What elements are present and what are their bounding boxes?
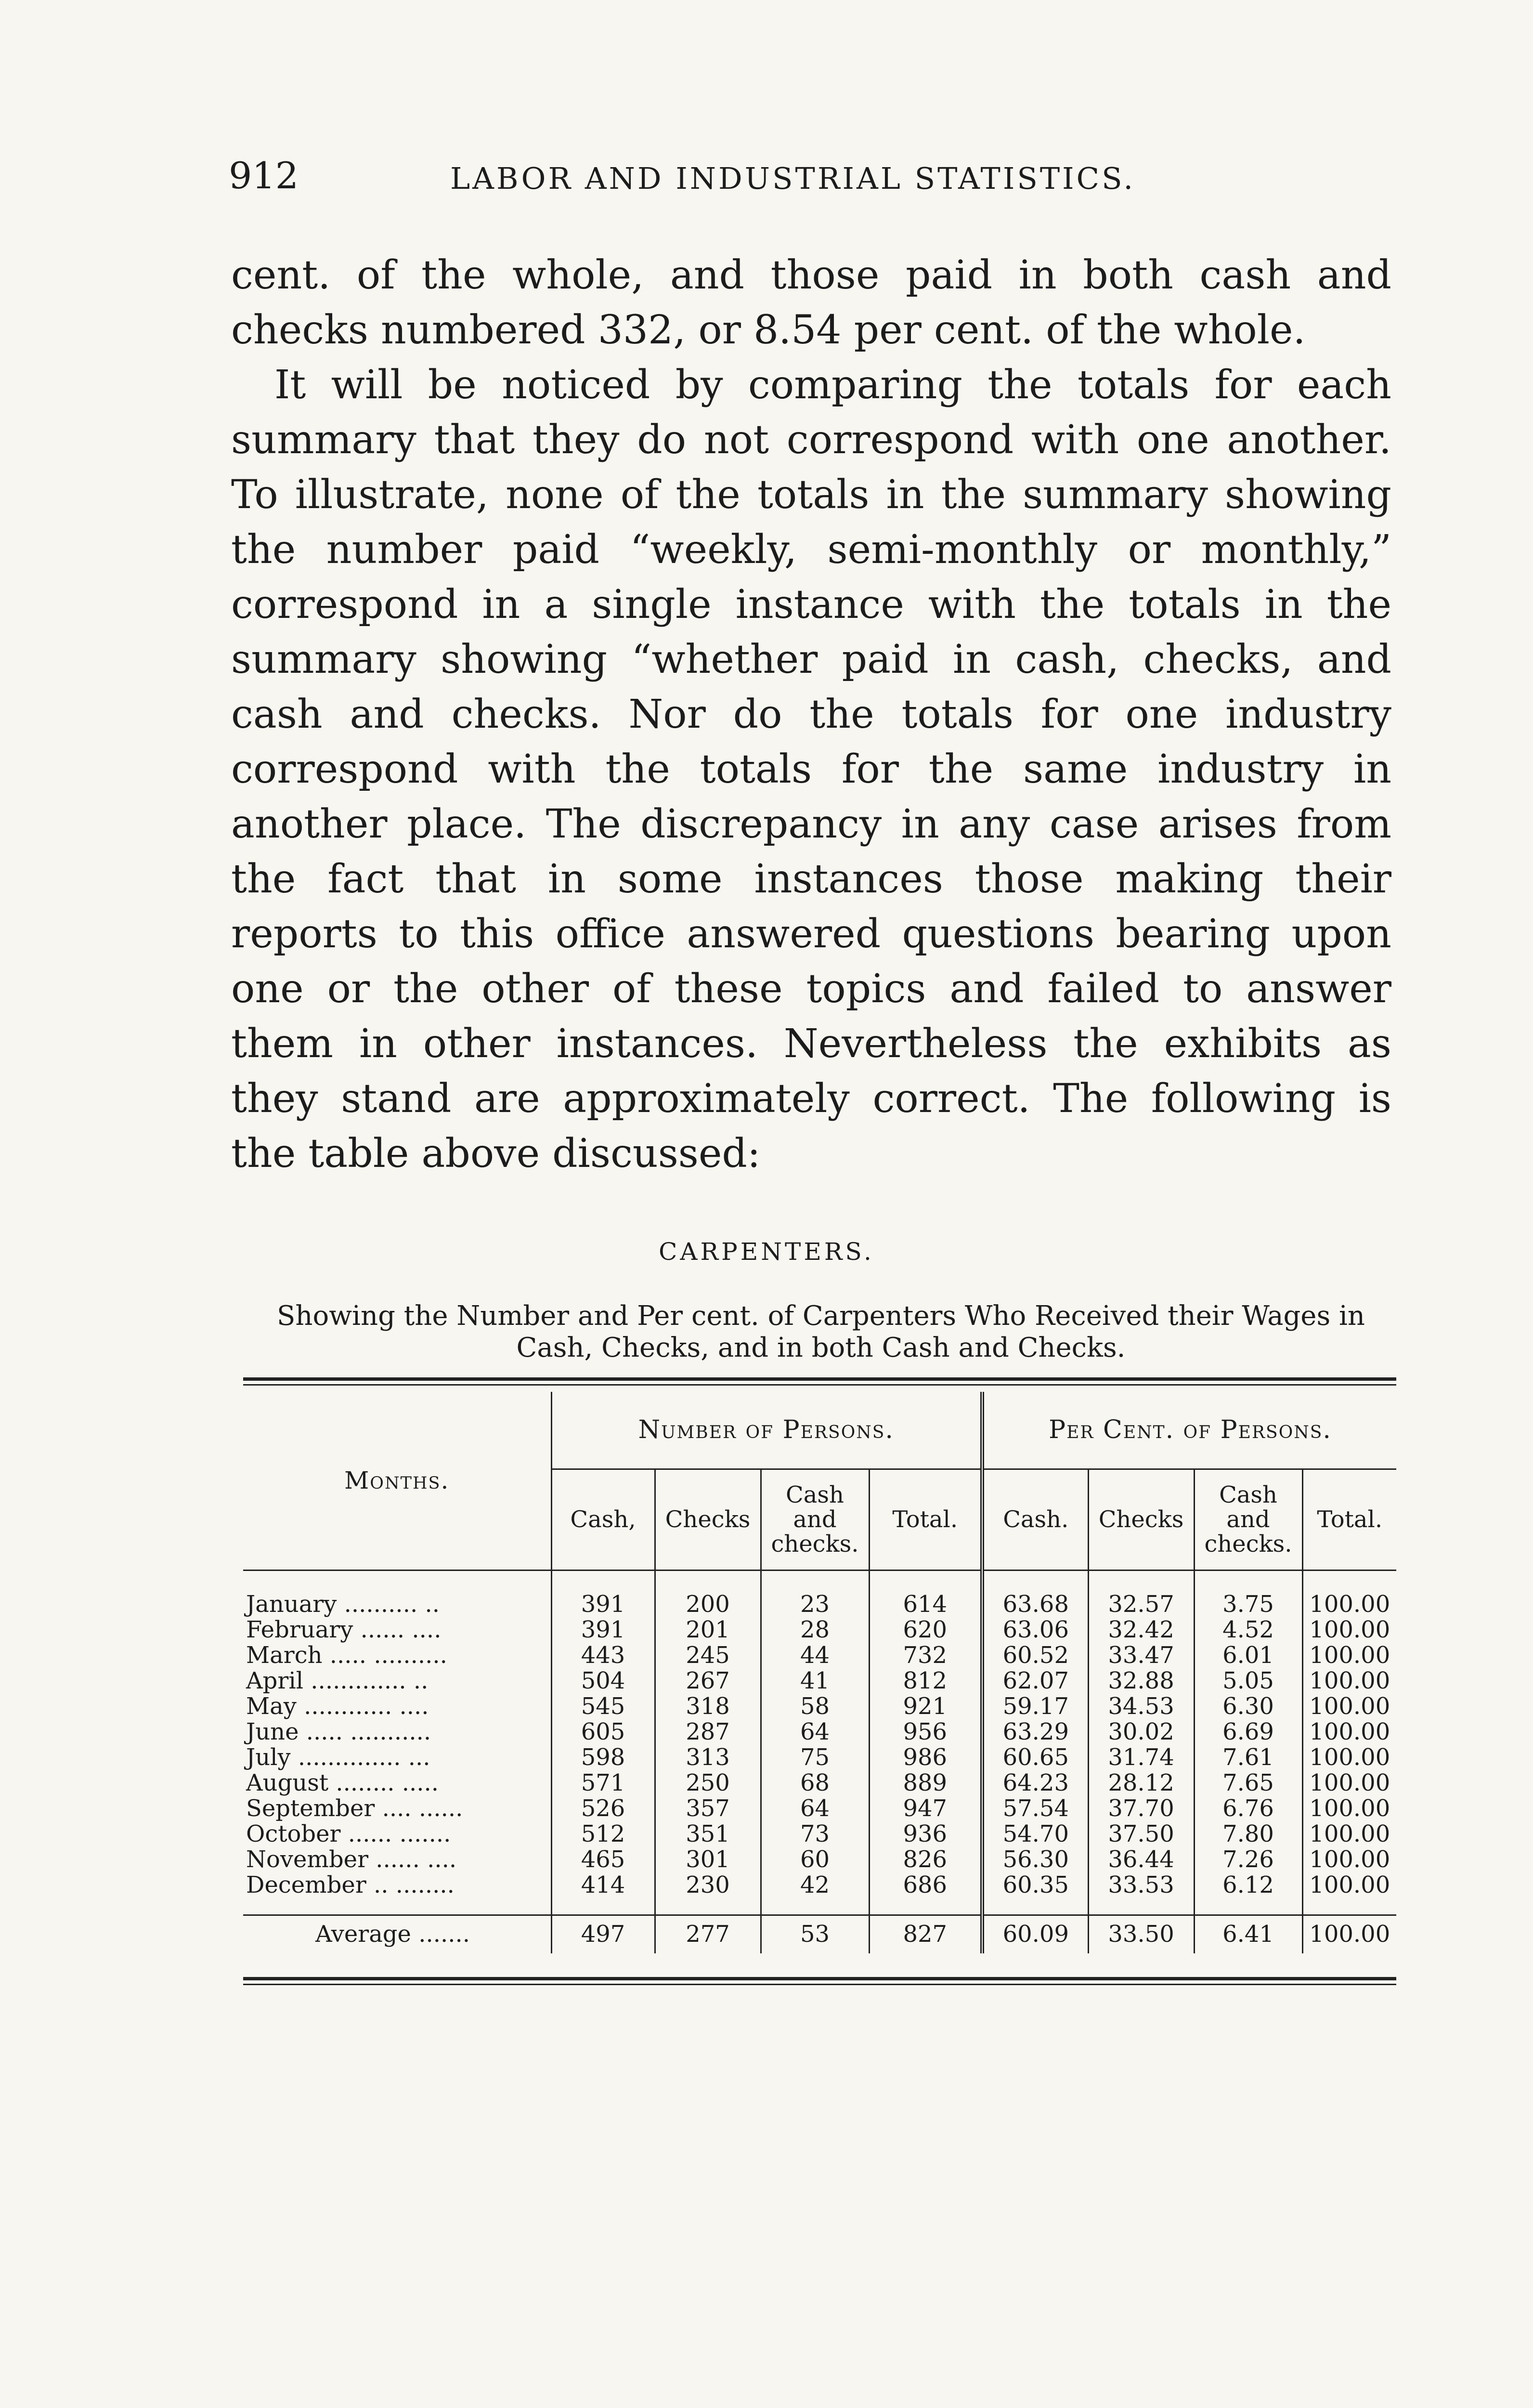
cell-percent-total: 100.00 [1302, 1770, 1396, 1796]
cell-checks: 200 [655, 1592, 761, 1617]
cell-cash-and-checks: 58 [761, 1694, 869, 1719]
cell-percent-total: 100.00 [1302, 1719, 1396, 1745]
average-percent-cash-and-checks: 6.41 [1194, 1915, 1302, 1953]
table-row [243, 1796, 1396, 1821]
page-number: 912 [229, 154, 299, 197]
number-of-persons-header: Number of Persons. [551, 1392, 982, 1469]
average-cash: 497 [551, 1915, 655, 1953]
cell-total: 956 [869, 1719, 982, 1745]
cell-percent-total: 100.00 [1302, 1694, 1396, 1719]
cell-percent-cash: 62.07 [982, 1668, 1088, 1694]
months-header: Months. [344, 1466, 450, 1494]
month-name: January .......... .. [246, 1592, 440, 1617]
cell-percent-checks: 32.57 [1088, 1592, 1194, 1617]
cell-percent-cash: 60.65 [982, 1745, 1088, 1770]
col-percent-total: Total. [1302, 1469, 1396, 1570]
cell-cash-and-checks: 28 [761, 1617, 869, 1643]
average-label: Average ....... [315, 1921, 470, 1948]
cell-percent-checks: 31.74 [1088, 1745, 1194, 1770]
col-number-cash: Cash, [551, 1469, 655, 1570]
cell-cash: 571 [551, 1770, 655, 1796]
month-name: August ........ ..... [246, 1770, 439, 1796]
table-row [243, 1872, 1396, 1898]
cell-total: 614 [869, 1592, 982, 1617]
cell-percent-checks: 30.02 [1088, 1719, 1194, 1745]
table-title: CARPENTERS. [659, 1238, 874, 1266]
table-row [243, 1694, 1396, 1719]
table-row [243, 1745, 1396, 1770]
cell-percent-total: 100.00 [1302, 1592, 1396, 1617]
cell-cash: 526 [551, 1796, 655, 1821]
cell-cash: 605 [551, 1719, 655, 1745]
cell-checks: 357 [655, 1796, 761, 1821]
cell-total: 732 [869, 1643, 982, 1668]
col-percent-checks: Checks [1088, 1469, 1194, 1570]
col-number-total: Total. [869, 1469, 982, 1570]
cell-cash-and-checks: 75 [761, 1745, 869, 1770]
cell-checks: 250 [655, 1770, 761, 1796]
cell-percent-total: 100.00 [1302, 1643, 1396, 1668]
month-name: June ..... ........... [246, 1719, 431, 1745]
cell-percent-cash: 60.35 [982, 1872, 1088, 1898]
month-name: February ...... .... [246, 1617, 442, 1643]
cell-cash-and-checks: 68 [761, 1770, 869, 1796]
cell-cash-and-checks: 41 [761, 1668, 869, 1694]
month-name: November ...... .... [246, 1847, 457, 1872]
month-rows [243, 1570, 1396, 1898]
cell-cash: 443 [551, 1643, 655, 1668]
cell-percent-cash-and-checks: 7.80 [1194, 1821, 1302, 1847]
cell-total: 936 [869, 1821, 982, 1847]
percent-of-persons-header: Per Cent. of Persons. [982, 1392, 1396, 1469]
cell-cash: 391 [551, 1592, 655, 1617]
table-row [243, 1617, 1396, 1643]
month-name: December .. ........ [246, 1872, 455, 1898]
cell-percent-cash: 57.54 [982, 1796, 1088, 1821]
cell-cash-and-checks: 42 [761, 1872, 869, 1898]
spacer-row [243, 1898, 1396, 1915]
cell-cash: 504 [551, 1668, 655, 1694]
cell-checks: 245 [655, 1643, 761, 1668]
col-number-cash-and-checks: Cash and checks. [761, 1469, 869, 1570]
cell-cash-and-checks: 64 [761, 1719, 869, 1745]
cell-cash-and-checks: 23 [761, 1592, 869, 1617]
cell-cash: 414 [551, 1872, 655, 1898]
col-number-checks: Checks [655, 1469, 761, 1570]
cell-checks: 318 [655, 1694, 761, 1719]
cell-cash: 391 [551, 1617, 655, 1643]
month-name: October ...... ....... [246, 1821, 451, 1847]
month-name: July .............. ... [246, 1745, 430, 1770]
cell-cash: 512 [551, 1821, 655, 1847]
cell-percent-total: 100.00 [1302, 1668, 1396, 1694]
cell-checks: 351 [655, 1821, 761, 1847]
table-row [243, 1821, 1396, 1847]
cell-percent-cash-and-checks: 6.30 [1194, 1694, 1302, 1719]
table-row [243, 1770, 1396, 1796]
col-percent-cash-and-checks: Cash and checks. [1194, 1469, 1302, 1570]
cell-cash-and-checks: 60 [761, 1847, 869, 1872]
cell-percent-total: 100.00 [1302, 1796, 1396, 1821]
average-total: 827 [869, 1915, 982, 1953]
spacer-row [243, 1570, 1396, 1592]
cell-cash-and-checks: 44 [761, 1643, 869, 1668]
cell-percent-cash-and-checks: 6.69 [1194, 1719, 1302, 1745]
cell-percent-checks: 28.12 [1088, 1770, 1194, 1796]
cell-checks: 301 [655, 1847, 761, 1872]
cell-percent-cash-and-checks: 4.52 [1194, 1617, 1302, 1643]
average-checks: 277 [655, 1915, 761, 1953]
cell-percent-checks: 37.50 [1088, 1821, 1194, 1847]
cell-total: 921 [869, 1694, 982, 1719]
cell-percent-cash: 63.68 [982, 1592, 1088, 1617]
month-name: March ..... .......... [246, 1643, 447, 1668]
month-name: April ............. .. [246, 1668, 429, 1694]
cell-checks: 230 [655, 1872, 761, 1898]
cell-percent-checks: 33.53 [1088, 1872, 1194, 1898]
cell-total: 889 [869, 1770, 982, 1796]
cell-percent-checks: 32.42 [1088, 1617, 1194, 1643]
cell-percent-total: 100.00 [1302, 1745, 1396, 1770]
cell-percent-cash: 54.70 [982, 1821, 1088, 1847]
cell-checks: 287 [655, 1719, 761, 1745]
cell-percent-cash: 64.23 [982, 1770, 1088, 1796]
average-cash-and-checks: 53 [761, 1915, 869, 1953]
cell-percent-cash-and-checks: 7.65 [1194, 1770, 1302, 1796]
cell-percent-cash: 56.30 [982, 1847, 1088, 1872]
cell-percent-total: 100.00 [1302, 1872, 1396, 1898]
cell-total: 826 [869, 1847, 982, 1872]
cell-cash: 545 [551, 1694, 655, 1719]
cell-percent-cash-and-checks: 6.76 [1194, 1796, 1302, 1821]
cell-checks: 267 [655, 1668, 761, 1694]
cell-percent-total: 100.00 [1302, 1847, 1396, 1872]
average-percent-cash: 60.09 [982, 1915, 1088, 1953]
table-row [243, 1719, 1396, 1745]
month-name: May ............ .... [246, 1694, 429, 1719]
table-bottom-rule [243, 1977, 1396, 1980]
cell-checks: 313 [655, 1745, 761, 1770]
cell-percent-cash-and-checks: 6.12 [1194, 1872, 1302, 1898]
cell-percent-cash: 60.52 [982, 1643, 1088, 1668]
cell-total: 686 [869, 1872, 982, 1898]
cell-total: 812 [869, 1668, 982, 1694]
cell-percent-checks: 37.70 [1088, 1796, 1194, 1821]
cell-total: 620 [869, 1617, 982, 1643]
cell-percent-checks: 34.53 [1088, 1694, 1194, 1719]
paragraph-2: It will be noticed by comparing the totals for each summary that they do not correspond with one another. To illustrate, none of the totals in the summary showing the number paid “weekly, semi-monthly or monthly,” correspond in a single instance with the totals in the summary showing “whether paid in cash, checks, and cash and checks. Nor do the totals for one industry correspond with the totals for the same industry in another place. The discrepancy in any case arises from the fact that in some instances those making their reports to this office answered questions bearing upon one or the other of these topics and failed to answer them in other instances. Nevertheless the exhibits as they stand are approximately correct. The following is the table above discussed: [231, 362, 1391, 1177]
body-text [231, 248, 1391, 1181]
cell-percent-total: 100.00 [1302, 1821, 1396, 1847]
cell-cash: 598 [551, 1745, 655, 1770]
cell-percent-total: 100.00 [1302, 1617, 1396, 1643]
table-row [243, 1847, 1396, 1872]
cell-cash-and-checks: 73 [761, 1821, 869, 1847]
cell-percent-checks: 36.44 [1088, 1847, 1194, 1872]
average-percent-checks: 33.50 [1088, 1915, 1194, 1953]
running-head: LABOR AND INDUSTRIAL STATISTICS. [450, 161, 1136, 196]
average-row [243, 1915, 1396, 1953]
page-header [229, 154, 1394, 212]
cell-total: 986 [869, 1745, 982, 1770]
cell-percent-cash-and-checks: 5.05 [1194, 1668, 1302, 1694]
average-percent-total: 100.00 [1302, 1915, 1396, 1953]
cell-percent-cash: 63.06 [982, 1617, 1088, 1643]
cell-percent-cash-and-checks: 3.75 [1194, 1592, 1302, 1617]
cell-total: 947 [869, 1796, 982, 1821]
cell-percent-cash-and-checks: 6.01 [1194, 1643, 1302, 1668]
paragraph-1: cent. of the whole, and those paid in both cash and checks numbered 332, or 8.54 per cent. of the whole. [231, 252, 1391, 353]
cell-percent-cash-and-checks: 7.61 [1194, 1745, 1302, 1770]
cell-percent-cash-and-checks: 7.26 [1194, 1847, 1302, 1872]
cell-percent-checks: 33.47 [1088, 1643, 1194, 1668]
cell-percent-cash: 59.17 [982, 1694, 1088, 1719]
table-top-rule [243, 1377, 1396, 1381]
cell-cash-and-checks: 64 [761, 1796, 869, 1821]
month-name: September .... ...... [246, 1796, 463, 1821]
table-row [243, 1668, 1396, 1694]
cell-checks: 201 [655, 1617, 761, 1643]
table-row [243, 1592, 1396, 1617]
table-row [243, 1643, 1396, 1668]
cell-percent-cash: 63.29 [982, 1719, 1088, 1745]
table-caption: Showing the Number and Per cent. of Carpenters Who Received their Wages in Cash, Checks, and in both Cash and Checks. [277, 1300, 1365, 1363]
cell-cash: 465 [551, 1847, 655, 1872]
col-percent-cash: Cash. [982, 1469, 1088, 1570]
carpenters-table [243, 1392, 1396, 1953]
cell-percent-checks: 32.88 [1088, 1668, 1194, 1694]
